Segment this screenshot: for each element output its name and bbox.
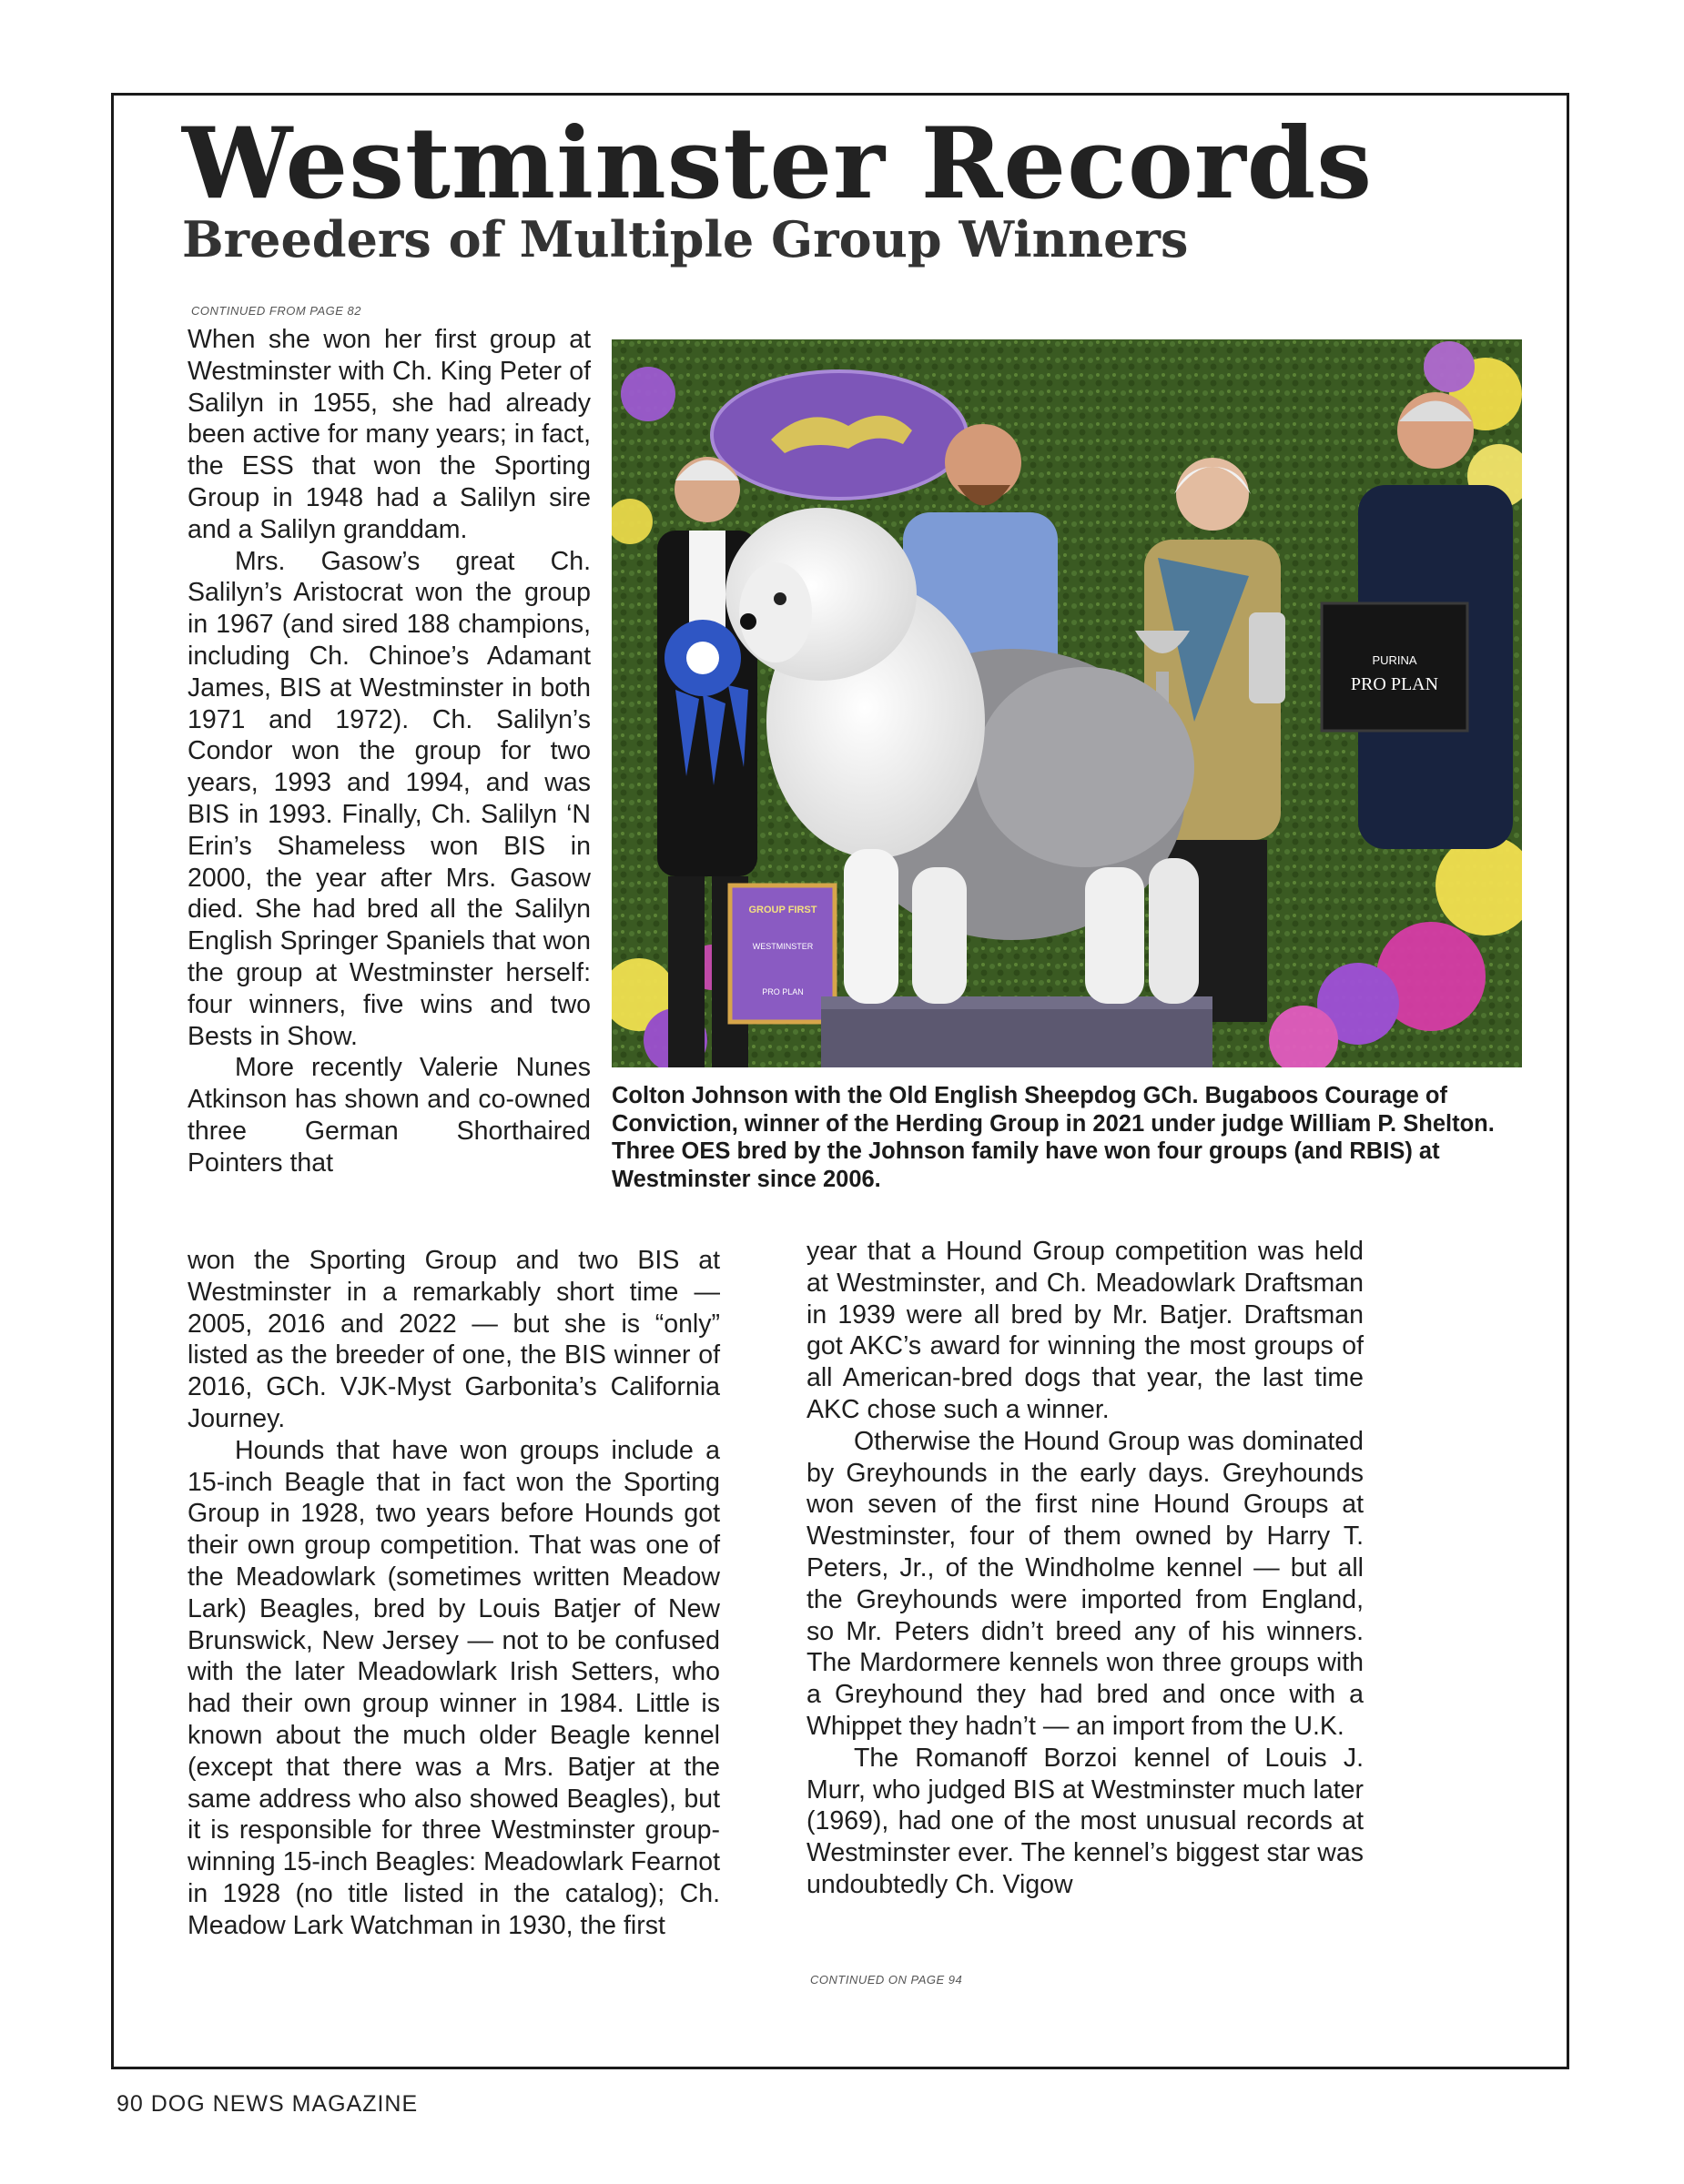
paragraph: Otherwise the Hound Group was dominated by Greyhounds in the early days. Greyhounds won seven of the first nine Hound Groups at Westminster, four of them owned by Harry T. Peters, Jr., of the Windholme kennel — but all the Greyhounds were imported from England, so Mr. Peters didn’t breed any of his winners. The Mardormere kennels won three groups with a Greyhound they had bred and once with a Whippet they hadn’t — an import from the U.K.	[806, 1426, 1364, 1741]
paragraph: When she won her first group at Westminster with Ch. King Peter of Salilyn in 1955, she had already been active for many years; in fact, the ESS that won the Sporting Group in 1948 had a Salilyn sire and a Salilyn granddam.	[188, 325, 591, 544]
sign-line-1: GROUP FIRST	[748, 905, 817, 915]
page-title: Westminster Records	[182, 106, 1374, 221]
sign-line-3: PRO PLAN	[762, 987, 804, 996]
paragraph: Mrs. Gasow’s great Ch. Salilyn’s Aristocrat won the group in 1967 (and sired 188 champions, including Ch. Chinoe’s Adamant James, BIS at Westminster in both 1971 and 1972). Ch. Salilyn’s Condor won the group for two years, 1993 and 1994, and was BIS in 1993. Finally, Ch. Salilyn ‘N Erin’s Shameless won BIS in 2000, the year after Mrs. Gasow died. She had bred all the Salilyn English Springer Spaniels that won the group at Westminster herself: four winners, five wins and two Bests in Show.	[188, 546, 591, 1051]
paragraph: year that a Hound Group competition was held at Westminster, and Ch. Meadowlark Draftsman in 1939 were all bred by Mr. Batjer. Draftsman got AKC’s award for winning the most groups of all American-bred dogs that year, the last time AKC chose such a winner.	[806, 1237, 1364, 1424]
continued-from-note: CONTINUED FROM PAGE 82	[191, 304, 362, 318]
paragraph: won the Sporting Group and two BIS at Westminster in a remarkably short time — 2005, 2016 and 2022 — but she is “only” listed as the breeder of one, the BIS winner of 2016, GCh. VJK-Myst Garbonita’s California Journey.	[188, 1246, 720, 1433]
paragraph: The Romanoff Borzoi kennel of Louis J. Murr, who judged BIS at Westminster much later (1969), had one of the most unusual records at Westminster ever. The kennel’s biggest star was undoubtedly Ch. Vigow	[806, 1743, 1364, 1899]
photo-caption: Colton Johnson with the Old English Sheepdog GCh. Bugaboos Courage of Conviction, winner of the Herding Group in 2021 under judge William P. Shelton. Three OES bred by the Johnson family have won four groups (and RBIS) at Westminster since 2006.	[612, 1083, 1495, 1192]
board-label-text: PRO PLAN	[1350, 674, 1439, 694]
paragraph: More recently Valerie Nunes Atkinson has shown and co-owned three German Shorthaired Pointers that	[188, 1053, 591, 1178]
article-column-1	[188, 324, 591, 1179]
article-column-3	[806, 1236, 1364, 1901]
sign-line-2: WESTMINSTER	[752, 942, 814, 951]
page-subtitle: Breeders of Multiple Group Winners	[182, 210, 1189, 268]
board-brand-text: PURINA	[1372, 653, 1417, 667]
winner-photo	[612, 339, 1522, 1067]
page-footer: 90 DOG NEWS MAGAZINE	[117, 2091, 419, 2117]
continued-on-note: CONTINUED ON PAGE 94	[810, 1973, 963, 1987]
article-column-2	[188, 1245, 720, 1942]
paragraph: Hounds that have won groups include a 15-inch Beagle that in fact won the Sporting Group in 1928, two years before Hounds got their own group competition. That was one of the Meadowlark (sometimes written Meadow Lark) Beagles, bred by Louis Batjer of New Brunswick, New Jersey — not to be confused with the later Meadowlark Irish Setters, who had their own group winner in 1984. Little is known about the much older Beagle kennel (except that there was a Mrs. Batjer at the same address who also showed Beagles), but it is responsible for three Westminster group-winning 15-inch Beagles: Meadowlark Fearnot in 1928 (no title listed in the catalog); Ch. Meadow Lark Watchman in 1930, the first	[188, 1435, 720, 1940]
